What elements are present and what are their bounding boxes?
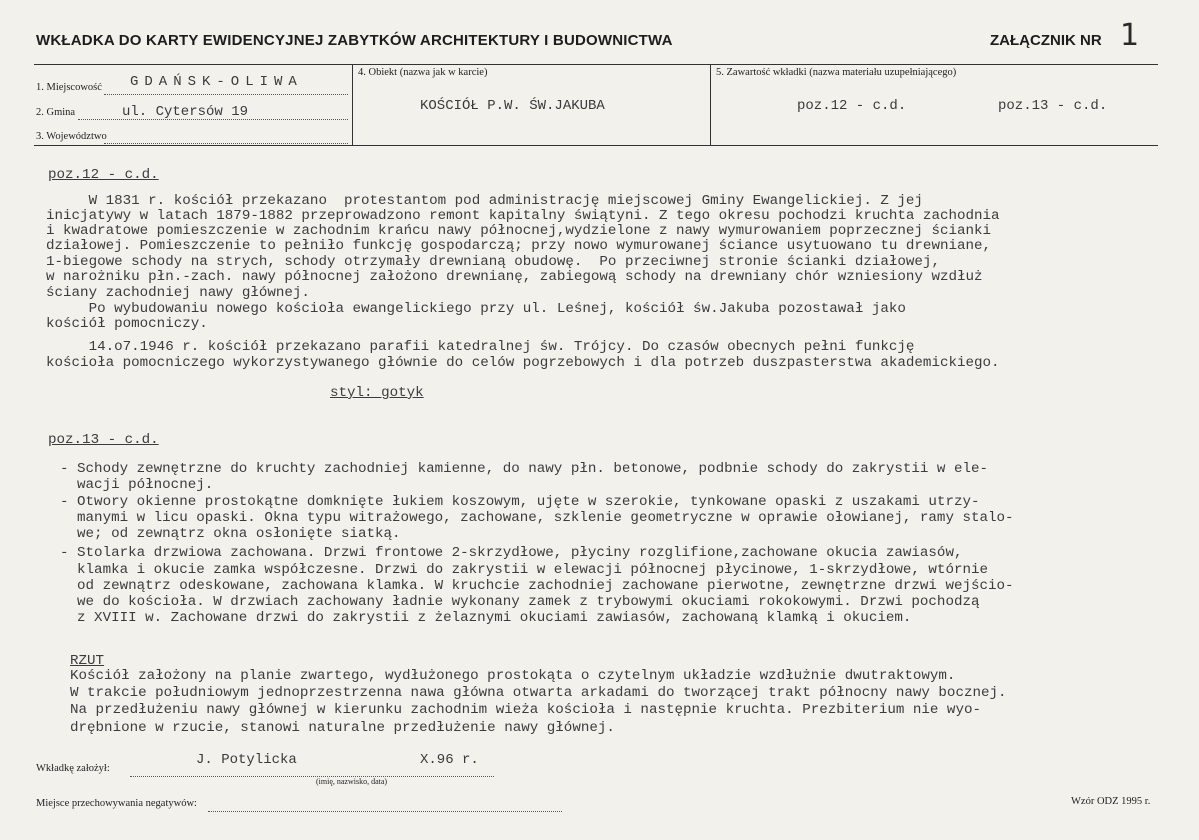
rzut-line: Na przedłużeniu nawy głównej w kierunku zachodnim wieża kościoła i następnie kruchta. Prezbiterium nie wyo- <box>70 702 981 718</box>
section-12-line: inicjatywy w latach 1879-1882 przeprowadzono remont kapitalny świątyni. Z tego okresu pochodzi kruchta zachodnia <box>46 208 1000 224</box>
section-12-line: 1-biegowe schody na strych, schody otrzymały drewnianą obudowę. Po przeciwnej stronie ścianki działowej, <box>46 254 940 270</box>
form-title: WKŁADKA DO KARTY EWIDENCYJNEJ ZABYTKÓW ARCHITEKTURY I BUDOWNICTWA <box>36 32 673 49</box>
rzut-line: Kościół założony na planie zwartego, wydłużonego prostokąta o czytelnym układzie wzdłużnie dwutraktowym. <box>70 668 956 684</box>
miejscowosc-value: GDAŃSK-OLIWA <box>130 74 303 90</box>
section-13-line: we do kościoła. W drzwiach zachowany ładnie wykonany zamek z trybowymi okuciami rokokowymi. Drzwi pochodzą <box>60 594 980 610</box>
form-template-id: Wzór ODZ 1995 r. <box>1071 796 1151 807</box>
section-12-line: i kwadratowe pomieszczenie w zachodnim krańcu nawy północnej,wydzielone z nawy wymurowaniem poprzecznej ścianki <box>46 223 992 239</box>
section-13-line: - Schody zewnętrzne do kruchty zachodniej kamienne, do nawy płn. betonowe, podbnie schody do zakrystii w ele- <box>60 461 989 477</box>
header-box-divider-2 <box>710 64 711 145</box>
section-13-heading: poz.13 - c.d. <box>48 432 159 448</box>
section-13-line: wacji północnej. <box>60 477 214 493</box>
attachment-number: 1 <box>1120 18 1140 53</box>
rzut-line: W trakcie południowym jednoprzestrzenna nawa główna otwarta arkadami do tworzącej trakt północny nawy bocznej. <box>70 685 1007 701</box>
header-box-bottom-rule <box>34 145 1158 146</box>
zawartosc-value-1: poz.12 - c.d. <box>797 98 907 114</box>
zawartosc-label: 5. Zawartość wkładki (nazwa materiału uzupełniającego) <box>716 67 957 78</box>
section-13-line: we; od zewnątrz okna osłonięte siatką. <box>60 526 401 542</box>
section-12-line: w narożniku płn.-zach. nawy północnej założono drewnianę, zabiegową schody na drewniany chór wzniesiony wzdłuż <box>46 269 983 285</box>
negatywy-dotted-line <box>208 810 562 812</box>
section-12-line: kościoła pomocniczego wykorzystywanego głównie do celów pogrzebowych i dla potrzeb duszpasterstwa akademickiego. <box>46 355 1000 371</box>
style-note: styl: gotyk <box>330 385 424 401</box>
section-12-line: 14.o7.1946 r. kościół przekazano parafii katedralnej św. Trójcy. Do czasów obecnych pełni funkcję <box>46 339 915 355</box>
rzut-heading: RZUT <box>70 653 105 669</box>
zalozyl-caption: (imię, nazwisko, data) <box>316 777 388 786</box>
zawartosc-value-2: poz.13 - c.d. <box>998 98 1108 114</box>
section-12-line: ściany zachodniej nawy głównej. <box>46 285 310 301</box>
obiekt-value: KOŚCIÓŁ P.W. ŚW.JAKUBA <box>420 98 605 114</box>
obiekt-label: 4. Obiekt (nazwa jak w karcie) <box>358 67 488 78</box>
zalozyl-label: Wkładkę założył: <box>36 763 110 774</box>
header-box-top-rule <box>34 64 1158 65</box>
attachment-label: ZAŁĄCZNIK NR <box>990 32 1102 49</box>
wojewodztwo-dotted-line <box>104 142 348 144</box>
section-12-line: W 1831 r. kościół przekazano protestantom pod administrację miejscowej Gminy Ewangelickiej. Z jej <box>46 193 923 209</box>
zalozyl-date: X.96 r. <box>420 752 479 768</box>
gmina-value: ul. Cytersów 19 <box>122 104 249 120</box>
section-12-line: Po wybudowaniu nowego kościoła ewangelickiego przy ul. Leśnej, kościół św.Jakuba pozostawał jako <box>46 301 906 317</box>
wojewodztwo-label: 3. Województwo <box>36 131 107 142</box>
section-13-line: od zewnątrz odeskowane, zachowana klamka. W kruchcie zachodniej zachowane pierwotne, zewnętrzne drzwi wejścio- <box>60 578 1014 594</box>
rzut-line: drębnione w rzucie, stanowi naturalne przedłużenie nawy głównej. <box>70 720 615 736</box>
section-13-line: - Otwory okienne prostokątne domknięte łukiem koszowym, ujęte w szerokie, tynkowane opaski z uszakami utrzy- <box>60 494 980 510</box>
header-box-divider-1 <box>352 64 353 145</box>
section-12-line: kościół pomocniczy. <box>46 316 208 332</box>
section-13-line: z XVIII w. Zachowane drzwi do zakrystii z żelaznymi okuciami zawiasów, zachowaną klamką i okuciem. <box>60 610 912 626</box>
miejscowosc-label: 1. Miejscowość <box>36 82 102 93</box>
zalozyl-dotted-line <box>130 775 494 777</box>
section-12-line: działowej. Pomieszczenie to pełniło funkcję gospodarczą; przy nowo wymurowanej ściance usytuowano tu drewniane, <box>46 238 992 254</box>
miejscowosc-dotted-line <box>104 93 348 95</box>
gmina-label: 2. Gmina <box>36 107 76 118</box>
negatywy-label: Miejsce przechowywania negatywów: <box>36 798 197 809</box>
section-13-line: klamka i okucie zamka współczesne. Drzwi do zakrystii w elewacji północnej płycinowe, 1-skrzydłowe, wtórnie <box>60 562 989 578</box>
section-12-heading: poz.12 - c.d. <box>48 167 159 183</box>
section-13-line: - Stolarka drzwiowa zachowana. Drzwi frontowe 2-skrzydłowe, płyciny rozglifione,zachowane okucia zawiasów, <box>60 545 963 561</box>
section-13-line: manymi w licu opaski. Okna typu witrażowego, zachowane, szklenie geometryczne w oprawie ołowianej, ramy stalo- <box>60 510 1014 526</box>
zalozyl-name: J. Potylicka <box>196 752 297 768</box>
